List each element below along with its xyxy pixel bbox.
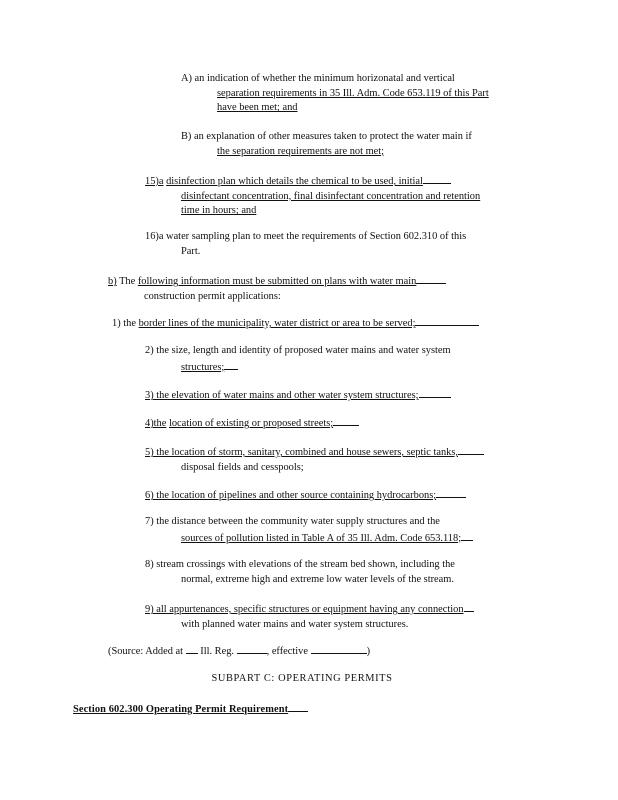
item-5-line2: disposal fields and cesspools; <box>181 461 304 473</box>
item-b-line1: B) an explanation of other measures taken to protect the water main if <box>181 131 472 142</box>
item-16-line2: Part. <box>181 245 201 257</box>
item-15 <box>145 173 480 219</box>
item-9 <box>145 601 474 632</box>
item-1 <box>112 315 479 332</box>
source-blank-volume <box>186 643 198 654</box>
item-6-text: 6) the location of pipelines and other source containing hydrocarbons; <box>145 490 437 501</box>
item-2 <box>145 344 451 375</box>
item-1-text: border lines of the municipality, water district or area to be served; <box>138 318 416 329</box>
item-4-number: 4)the <box>145 418 167 429</box>
source-note-part2: Ill. Reg. <box>200 646 235 657</box>
item-4-trailing-rule <box>333 415 359 426</box>
item-1-trailing-rule <box>415 315 479 326</box>
subsection-b-label: b) <box>108 276 117 287</box>
source-note-part3: , effective <box>266 646 308 657</box>
section-heading <box>73 701 308 718</box>
source-note <box>108 643 370 660</box>
item-3 <box>145 387 451 404</box>
item-6-trailing-rule <box>436 487 466 498</box>
item-1-number: 1) the <box>112 318 136 329</box>
item-16 <box>145 230 466 259</box>
section-heading-text: Section 602.300 Operating Permit Requirement <box>73 704 289 715</box>
item-16-line1: 16)a water sampling plan to meet the requirements of Section 602.310 of this <box>145 231 467 242</box>
item-15-line3: time in hours; and <box>181 205 257 217</box>
item-5-line1: 5) the location of storm, sanitary, combined and house sewers, septic tanks, <box>145 447 458 458</box>
item-a-line3: have been met; and <box>217 102 298 114</box>
source-blank-page <box>237 643 267 654</box>
subsection-b <box>108 273 446 304</box>
item-9-trailing-rule <box>464 601 474 612</box>
item-a-line1: A) an indication of whether the minimum horizonatal and vertical <box>181 73 455 84</box>
item-7-line2: sources of pollution listed in Table A of 35 Ill. Adm. Code 653.118; <box>181 532 462 544</box>
source-blank-date <box>311 643 367 654</box>
subsection-b-trailing-rule <box>416 273 446 284</box>
item-9-line2: with planned water mains and water system structures. <box>181 618 409 630</box>
subsection-b-line2: construction permit applications: <box>144 290 281 302</box>
item-3-trailing-rule <box>419 387 451 398</box>
subpart-title-text: SUBPART C: OPERATING PERMITS <box>211 673 393 684</box>
item-7-trailing-rule <box>461 530 473 541</box>
item-2-line2: structures; <box>181 361 225 373</box>
item-a <box>181 72 489 116</box>
item-3-text: 3) the elevation of water mains and other water system structures; <box>145 390 419 401</box>
item-b <box>181 130 472 159</box>
item-15-number: 15)a <box>145 176 164 187</box>
section-heading-trailing-rule <box>288 701 308 712</box>
item-15-line2: disinfectant concentration, final disinfectant concentration and retention <box>181 190 481 202</box>
subsection-b-the: The <box>119 276 136 287</box>
item-8 <box>145 558 455 587</box>
item-4 <box>145 415 359 432</box>
source-note-part4: ) <box>366 646 371 657</box>
item-9-line1: 9) all appurtenances, specific structures or equipment having any connection <box>145 604 464 615</box>
item-15-trailing-rule <box>423 173 451 184</box>
item-5 <box>145 444 484 475</box>
item-6 <box>145 487 466 504</box>
item-a-line2: separation requirements in 35 Ill. Adm. Code 653.119 of this Part <box>217 87 489 99</box>
item-15-line1: disinfection plan which details the chemical to be used, initial <box>166 176 423 187</box>
item-2-line1: 2) the size, length and identity of proposed water mains and water system <box>145 345 451 356</box>
item-7 <box>145 515 473 546</box>
subpart-title <box>0 672 604 687</box>
subsection-b-line1: following information must be submitted on plans with water main <box>137 276 417 287</box>
item-7-line1: 7) the distance between the community water supply structures and the <box>145 516 440 527</box>
item-2-trailing-rule <box>224 359 238 370</box>
item-8-line1: 8) stream crossings with elevations of the stream bed shown, including the <box>145 559 455 570</box>
item-8-line2: normal, extreme high and extreme low water levels of the stream. <box>181 573 454 585</box>
source-note-part1: (Source: Added at <box>108 646 184 657</box>
item-b-line2: the separation requirements are not met; <box>217 145 385 157</box>
item-5-trailing-rule <box>458 444 484 455</box>
item-4-text: location of existing or proposed streets; <box>168 418 334 429</box>
